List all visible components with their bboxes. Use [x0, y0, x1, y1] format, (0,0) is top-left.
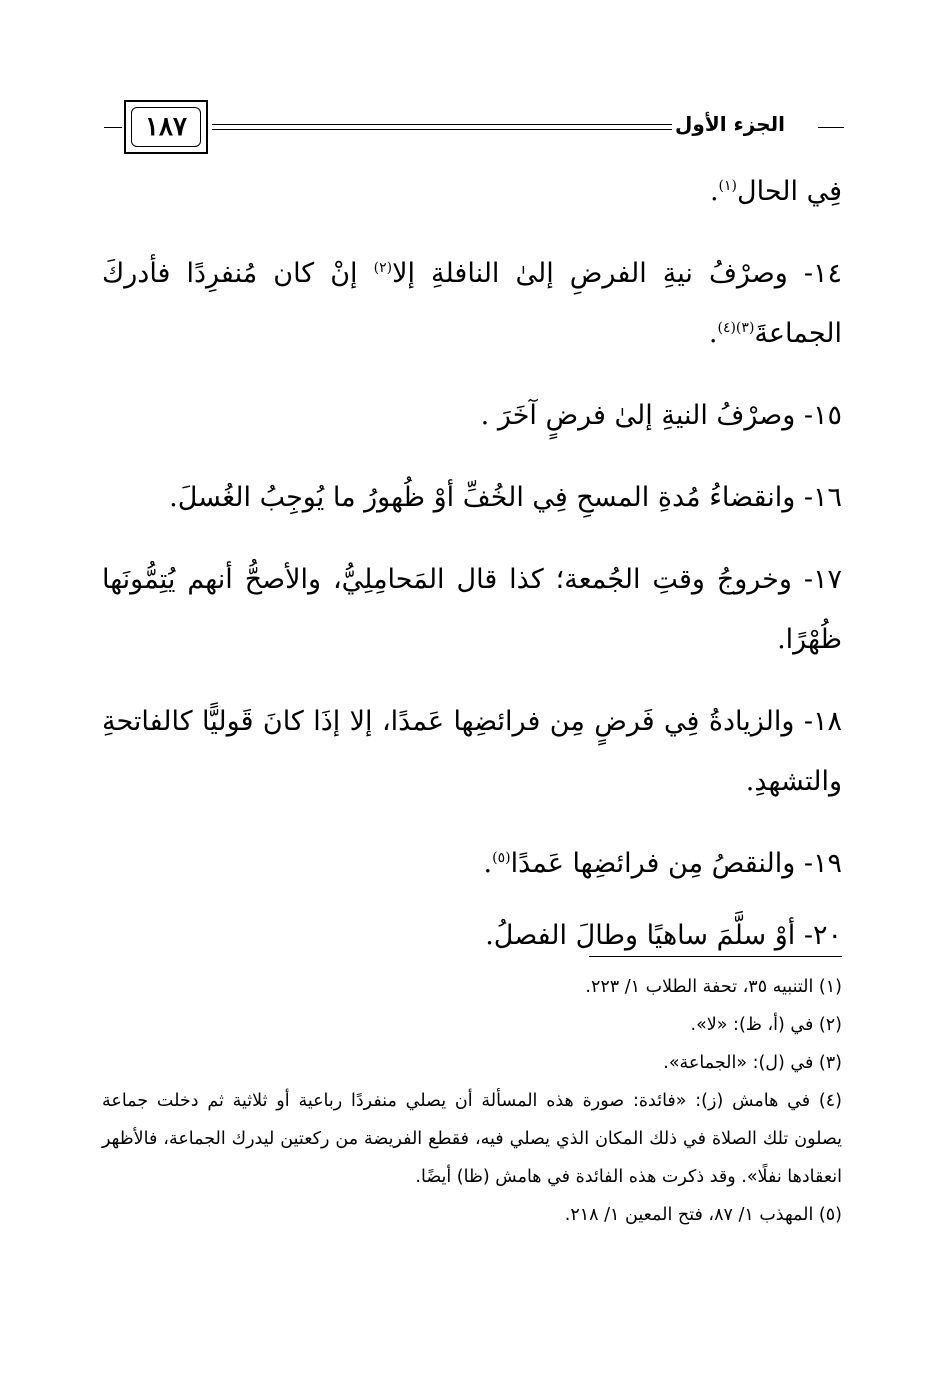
paragraph-2 — [102, 244, 842, 364]
paragraph-end: . — [709, 176, 719, 207]
footnote-separator — [589, 956, 842, 957]
paragraph-text: ١٨- والزيادةُ فِي فَرضٍ مِن فرائضِها عَمدًا، إلا إذَا كانَ قَوليًّا كالفاتحةِ والتشهدِ. — [102, 706, 842, 797]
footnote-5: (٥) المهذب ١/ ٨٧، فتح المعين ١/ ٢١٨. — [564, 1205, 842, 1225]
main-text — [102, 162, 842, 978]
paragraph-text: ٢٠- أوْ سلَّمَ ساهيًا وطالَ الفصلُ. — [485, 920, 842, 951]
page-header — [0, 0, 943, 170]
header-title: الجزء الأول — [675, 112, 785, 136]
paragraph-text: ١٩- والنقصُ مِن فرائضِها عَمدًا — [510, 848, 842, 879]
paragraph-1 — [102, 162, 842, 222]
paragraph-3 — [102, 386, 842, 446]
paragraph-text: ١٧- وخروجُ وقتِ الجُمعة؛ كذا قال المَحامِلِيُّ، والأصحُّ أنهم يُتِمُّونَها ظُهْرًا. — [102, 564, 842, 655]
footnote-ref: (١) — [718, 178, 737, 194]
paragraph-6 — [102, 692, 842, 812]
paragraph-7 — [102, 834, 842, 894]
page-number-box — [124, 100, 208, 154]
footnotes — [102, 968, 842, 1234]
header-rule-right — [818, 127, 844, 128]
paragraph-8 — [102, 906, 842, 966]
footnote-2: (٢) في (أ، ظ): «لا». — [690, 1015, 842, 1035]
footnote-1: (١) التنبيه ٣٥، تحفة الطلاب ١/ ٢٢٣. — [585, 977, 842, 997]
paragraph-text: فِي الحال — [737, 176, 842, 207]
paragraph-end: . — [483, 848, 493, 879]
paragraph-text: ١٤- وصرْفُ نيةِ الفرضِ إلىٰ النافلةِ إلا — [392, 258, 842, 289]
paragraph-5 — [102, 550, 842, 670]
footnote-3: (٣) في (ل): «الجماعة». — [663, 1053, 842, 1073]
header-rule-left — [104, 127, 122, 128]
footnote-4: (٤) في هامش (ز): «فائدة: صورة هذه المسألة أن يصلي منفردًا رباعية أو ثلاثية ثم دخلت جماعة يصلون تلك الصلاة في ذلك المكان الذي يصلي فيه، فقطع الفريضة من ركعتين ليدرك الجماعة، فالأظهر انعقادها نفلًا». وقد ذكرت هذه الفائدة في هامش (ظا) أيضًا. — [102, 1091, 842, 1187]
paragraph-text-cont: إنْ كان مُنفرِدًا فأدركَ الجماعةَ — [102, 258, 842, 349]
page-number: ١٨٧ — [131, 107, 201, 147]
paragraph-text: ١٥- وصرْفُ النيةِ إلىٰ فرضٍ آخَرَ . — [480, 400, 842, 431]
footnote-ref: (٥) — [492, 850, 511, 866]
header-rule-middle — [212, 124, 672, 125]
paragraph-4 — [102, 468, 842, 528]
paragraph-text: ١٦- وانقضاءُ مُدةِ المسحِ فِي الخُفِّ أوْ ظُهورُ ما يُوجِبُ الغُسلَ. — [169, 482, 842, 513]
footnote-ref: (٢) — [373, 260, 393, 276]
paragraph-end: . — [708, 318, 718, 349]
footnote-ref: (٣)(٤) — [717, 320, 755, 336]
